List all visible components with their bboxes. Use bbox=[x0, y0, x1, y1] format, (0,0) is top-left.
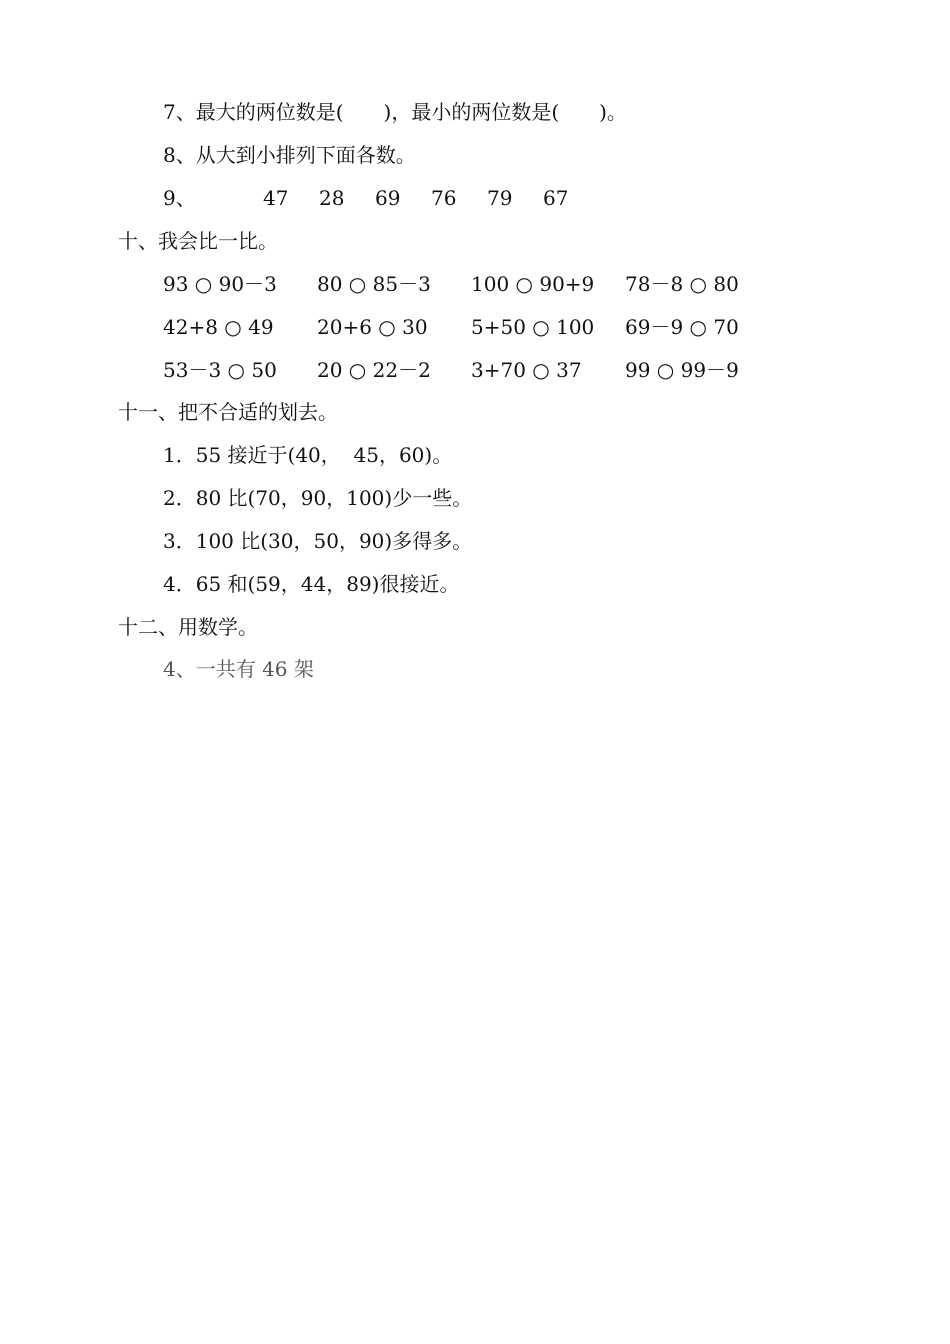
number-item: 47 bbox=[263, 186, 289, 210]
number-item: 69 bbox=[375, 186, 401, 210]
section-11-title: 十一、把不合适的划去。 bbox=[118, 400, 338, 424]
list-item: 2．80 比(70，90，100)少一些。 bbox=[163, 486, 473, 510]
comparison-item: 69－9 ○ 70 bbox=[625, 315, 739, 339]
number-item: 67 bbox=[543, 186, 569, 210]
question-8: 8、从大到小排列下面各数。 bbox=[163, 143, 416, 167]
comparison-item: 100 ○ 90+9 bbox=[471, 272, 595, 296]
number-item: 28 bbox=[319, 186, 345, 210]
comparison-item: 20 ○ 22－2 bbox=[317, 358, 431, 382]
section-12-title: 十二、用数学。 bbox=[118, 615, 258, 639]
comparison-item: 53－3 ○ 50 bbox=[163, 358, 277, 382]
comparison-item: 5+50 ○ 100 bbox=[471, 315, 595, 339]
section-12-answer: 4、一共有 46 架 bbox=[163, 657, 314, 681]
comparison-item: 3+70 ○ 37 bbox=[471, 358, 582, 382]
number-item: 79 bbox=[487, 186, 513, 210]
list-item: 1．55 接近于(40， 45，60)。 bbox=[163, 443, 453, 467]
list-item: 3．100 比(30，50，90)多得多。 bbox=[163, 529, 473, 553]
comparison-item: 78－8 ○ 80 bbox=[625, 272, 739, 296]
comparison-item: 20+6 ○ 30 bbox=[317, 315, 428, 339]
question-9-label: 9、 bbox=[163, 186, 196, 210]
comparison-item: 93 ○ 90－3 bbox=[163, 272, 277, 296]
section-10-title: 十、我会比一比。 bbox=[118, 229, 278, 253]
number-item: 76 bbox=[431, 186, 457, 210]
list-item: 4．65 和(59，44，89)很接近。 bbox=[163, 572, 460, 596]
comparison-item: 80 ○ 85－3 bbox=[317, 272, 431, 296]
question-7: 7、最大的两位数是( )，最小的两位数是( )。 bbox=[163, 100, 627, 124]
question-9 bbox=[163, 185, 863, 211]
comparison-item: 99 ○ 99－9 bbox=[625, 358, 739, 382]
comparison-item: 42+8 ○ 49 bbox=[163, 315, 274, 339]
